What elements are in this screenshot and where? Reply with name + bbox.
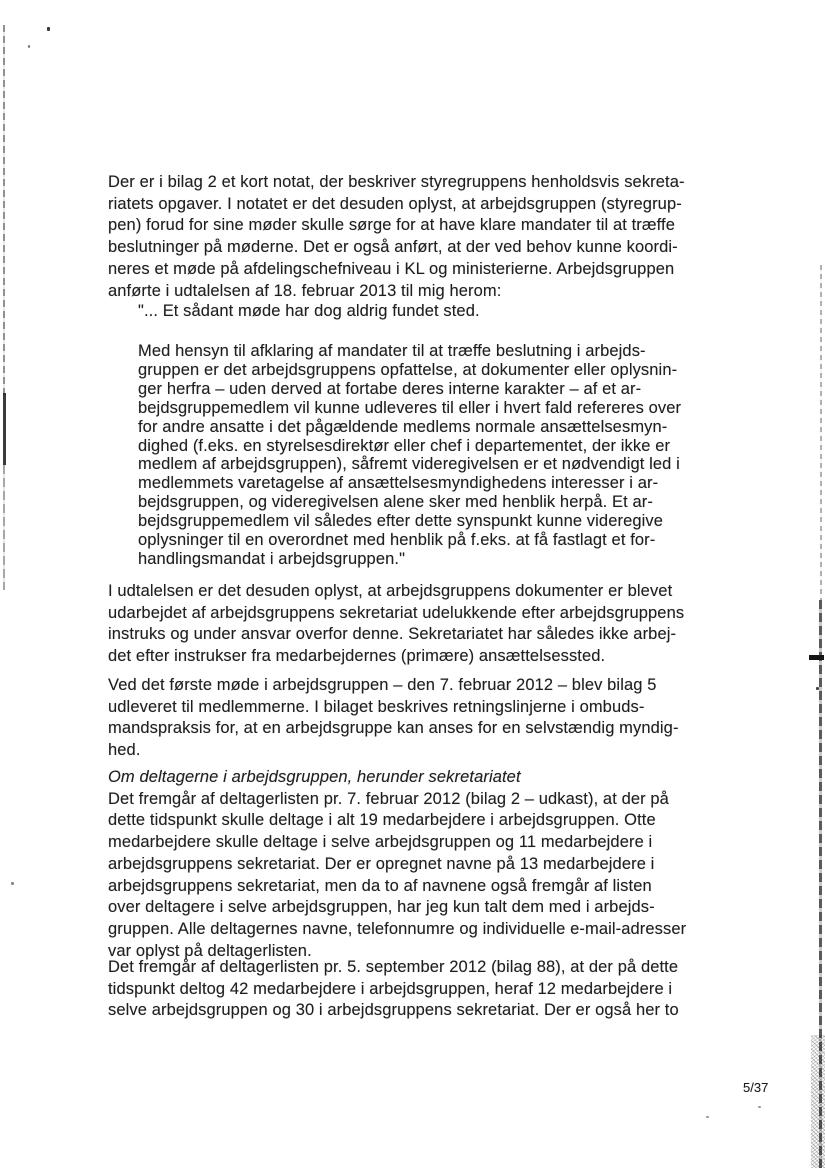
scan-speck [11, 882, 14, 885]
text-line: bejdsgruppemedlem vil kunne udleveres til eller i hvert fald refereres over [138, 398, 682, 417]
scan-artifact-right-edge-noise [811, 1035, 825, 1168]
text-line: det efter instrukser fra medarbejdernes (primære) ansættelsessted. [108, 647, 606, 666]
text-line: dette tidspunkt skulle deltage i alt 19 medarbejdere i arbejdsgruppen. Otte [108, 811, 656, 830]
text-line: riatets opgaver. I notatet er det desuden oplyst, at arbejdsgruppen (styregrup- [108, 194, 682, 213]
text-line: Det fremgår af deltagerlisten pr. 7. februar 2012 (bilag 2 – udkast), at der på [108, 789, 669, 808]
scan-speck [47, 27, 50, 31]
text-line: arbejdsgruppens sekretariat, men da to af navnene også fremgår af listen [108, 876, 652, 895]
text-line: dighed (f.eks. en styrelsesdirektør eller chef i departementet, der ikke er [138, 436, 671, 455]
paragraph-intro-bilag-2 [108, 172, 685, 302]
paragraph-ved-det-forste-mode [108, 675, 679, 762]
paragraph-deltagerlisten-september [108, 957, 679, 1022]
scan-speck [758, 1106, 761, 1108]
text-line: udleveret til medlemmerne. I bilaget beskrives retningslinjerne i ombuds- [108, 697, 645, 716]
scan-artifact-left-edge-line-dark [3, 393, 6, 465]
paragraph-i-udtalelsen [108, 581, 684, 668]
text-line: mandspraksis for, at en arbejdsgruppe kan anses for en selvstændig myndig- [108, 719, 679, 738]
text-line: selve arbejdsgruppen og 30 i arbejdsgruppens sekretariat. Der er også her to [108, 1001, 679, 1020]
text-line: medlem af arbejdsgruppen), såfremt videregivelsen er et nødvendigt led i [138, 455, 680, 474]
text-line: var oplyst på deltagerlisten. [108, 941, 312, 960]
section-om-deltagerne [108, 767, 686, 962]
text-line: neres et møde på afdelingschefniveau i KL og ministerierne. Arbejdsgruppen [108, 259, 675, 278]
text-line: udarbejdet af arbejdsgruppens sekretariat udelukkende efter arbejdsgruppens [108, 603, 685, 622]
text-line: instruks og under ansvar overfor denne. Sekretariatet har således ikke arbej- [108, 625, 677, 644]
text-line: Med hensyn til afklaring af mandater til at træffe beslutning i arbejds- [138, 342, 646, 360]
scan-speck [816, 687, 819, 690]
text-line: gruppen. Alle deltagernes navne, telefonnumre og individuelle e-mail-adresser [108, 919, 687, 938]
paragraph-deltagerlisten-februar [108, 789, 686, 963]
text-line: gruppen er det arbejdsgruppens opfattelse, at dokumenter eller oplysnin- [138, 360, 678, 379]
scan-artifact-left-edge-line-tail [3, 465, 5, 590]
scan-speck [706, 1116, 709, 1118]
quote-line-et-sadant-mode [138, 302, 480, 321]
text-line: tidspunkt deltog 42 medarbejdere i arbejdsgruppen, heraf 12 medarbejdere i [108, 979, 673, 998]
section-heading: Om deltagerne i arbejdsgruppen, herunder sekretariatet [108, 768, 521, 786]
text-line: handlingsmandat i arbejdsgruppen." [138, 549, 406, 568]
text-line: Ved det første møde i arbejdsgruppen – den 7. februar 2012 – blev bilag 5 [108, 676, 657, 694]
scan-artifact-right-edge-line-upper [820, 265, 822, 600]
text-line: oplysninger til en overordnet med henblik på f.eks. at få fastlagt et for- [138, 531, 656, 550]
text-line: bejdsgruppen, og videregivelsen alene sker med henblik herpå. Et ar- [138, 493, 653, 512]
scan-artifact-left-edge-line [3, 25, 5, 395]
text-line: ger herfra – uden derved at fortabe deres interne karakter – af et ar- [138, 379, 642, 398]
text-line: Der er i bilag 2 et kort notat, der beskriver styregruppens henholdsvis sekreta- [108, 173, 685, 191]
text-line: hed. [108, 741, 141, 760]
text-line: medarbejdere skulle deltage i selve arbejdsgruppen og 11 medarbejdere i [108, 833, 653, 852]
text-line: medlemmets varetagelse af ansættelsesmyndighedens interesser i ar- [138, 474, 659, 493]
text-line: beslutninger på møderne. Det er også anført, at der ved behov kunne koordi- [108, 238, 678, 257]
text-line: over deltagere i selve arbejdsgruppen, har jeg kun talt dem med i arbejds- [108, 898, 655, 917]
text-line: arbejdsgruppens sekretariat. Der er opregnet navne på 13 medarbejdere i [108, 854, 655, 873]
scan-speck [28, 45, 30, 48]
text-line: Det fremgår af deltagerlisten pr. 5. september 2012 (bilag 88), at der på dette [108, 958, 679, 976]
text-line: anførte i udtalelsen af 18. februar 2013 til mig herom: [108, 281, 502, 300]
text-line: I udtalelsen er det desuden oplyst, at arbejdsgruppens dokumenter er blevet [108, 582, 673, 600]
quote-paragraph-med-hensyn [138, 342, 681, 569]
text-line: for andre ansatte i det pågældende medlems normale ansættelsesmyn- [138, 417, 668, 436]
page-number: 5/37 [743, 1080, 769, 1095]
scan-artifact-right-edge-dash [809, 655, 824, 660]
text-line: "... Et sådant møde har dog aldrig fundet sted. [138, 302, 480, 320]
text-line: bejdsgruppemedlem vil således efter dette synspunkt kunne videregive [138, 512, 664, 531]
scan-artifact-right-edge-line-lower [819, 600, 822, 1168]
text-line: pen) forud for sine møder skulle sørge for at have klare mandater til at træffe [108, 216, 676, 235]
